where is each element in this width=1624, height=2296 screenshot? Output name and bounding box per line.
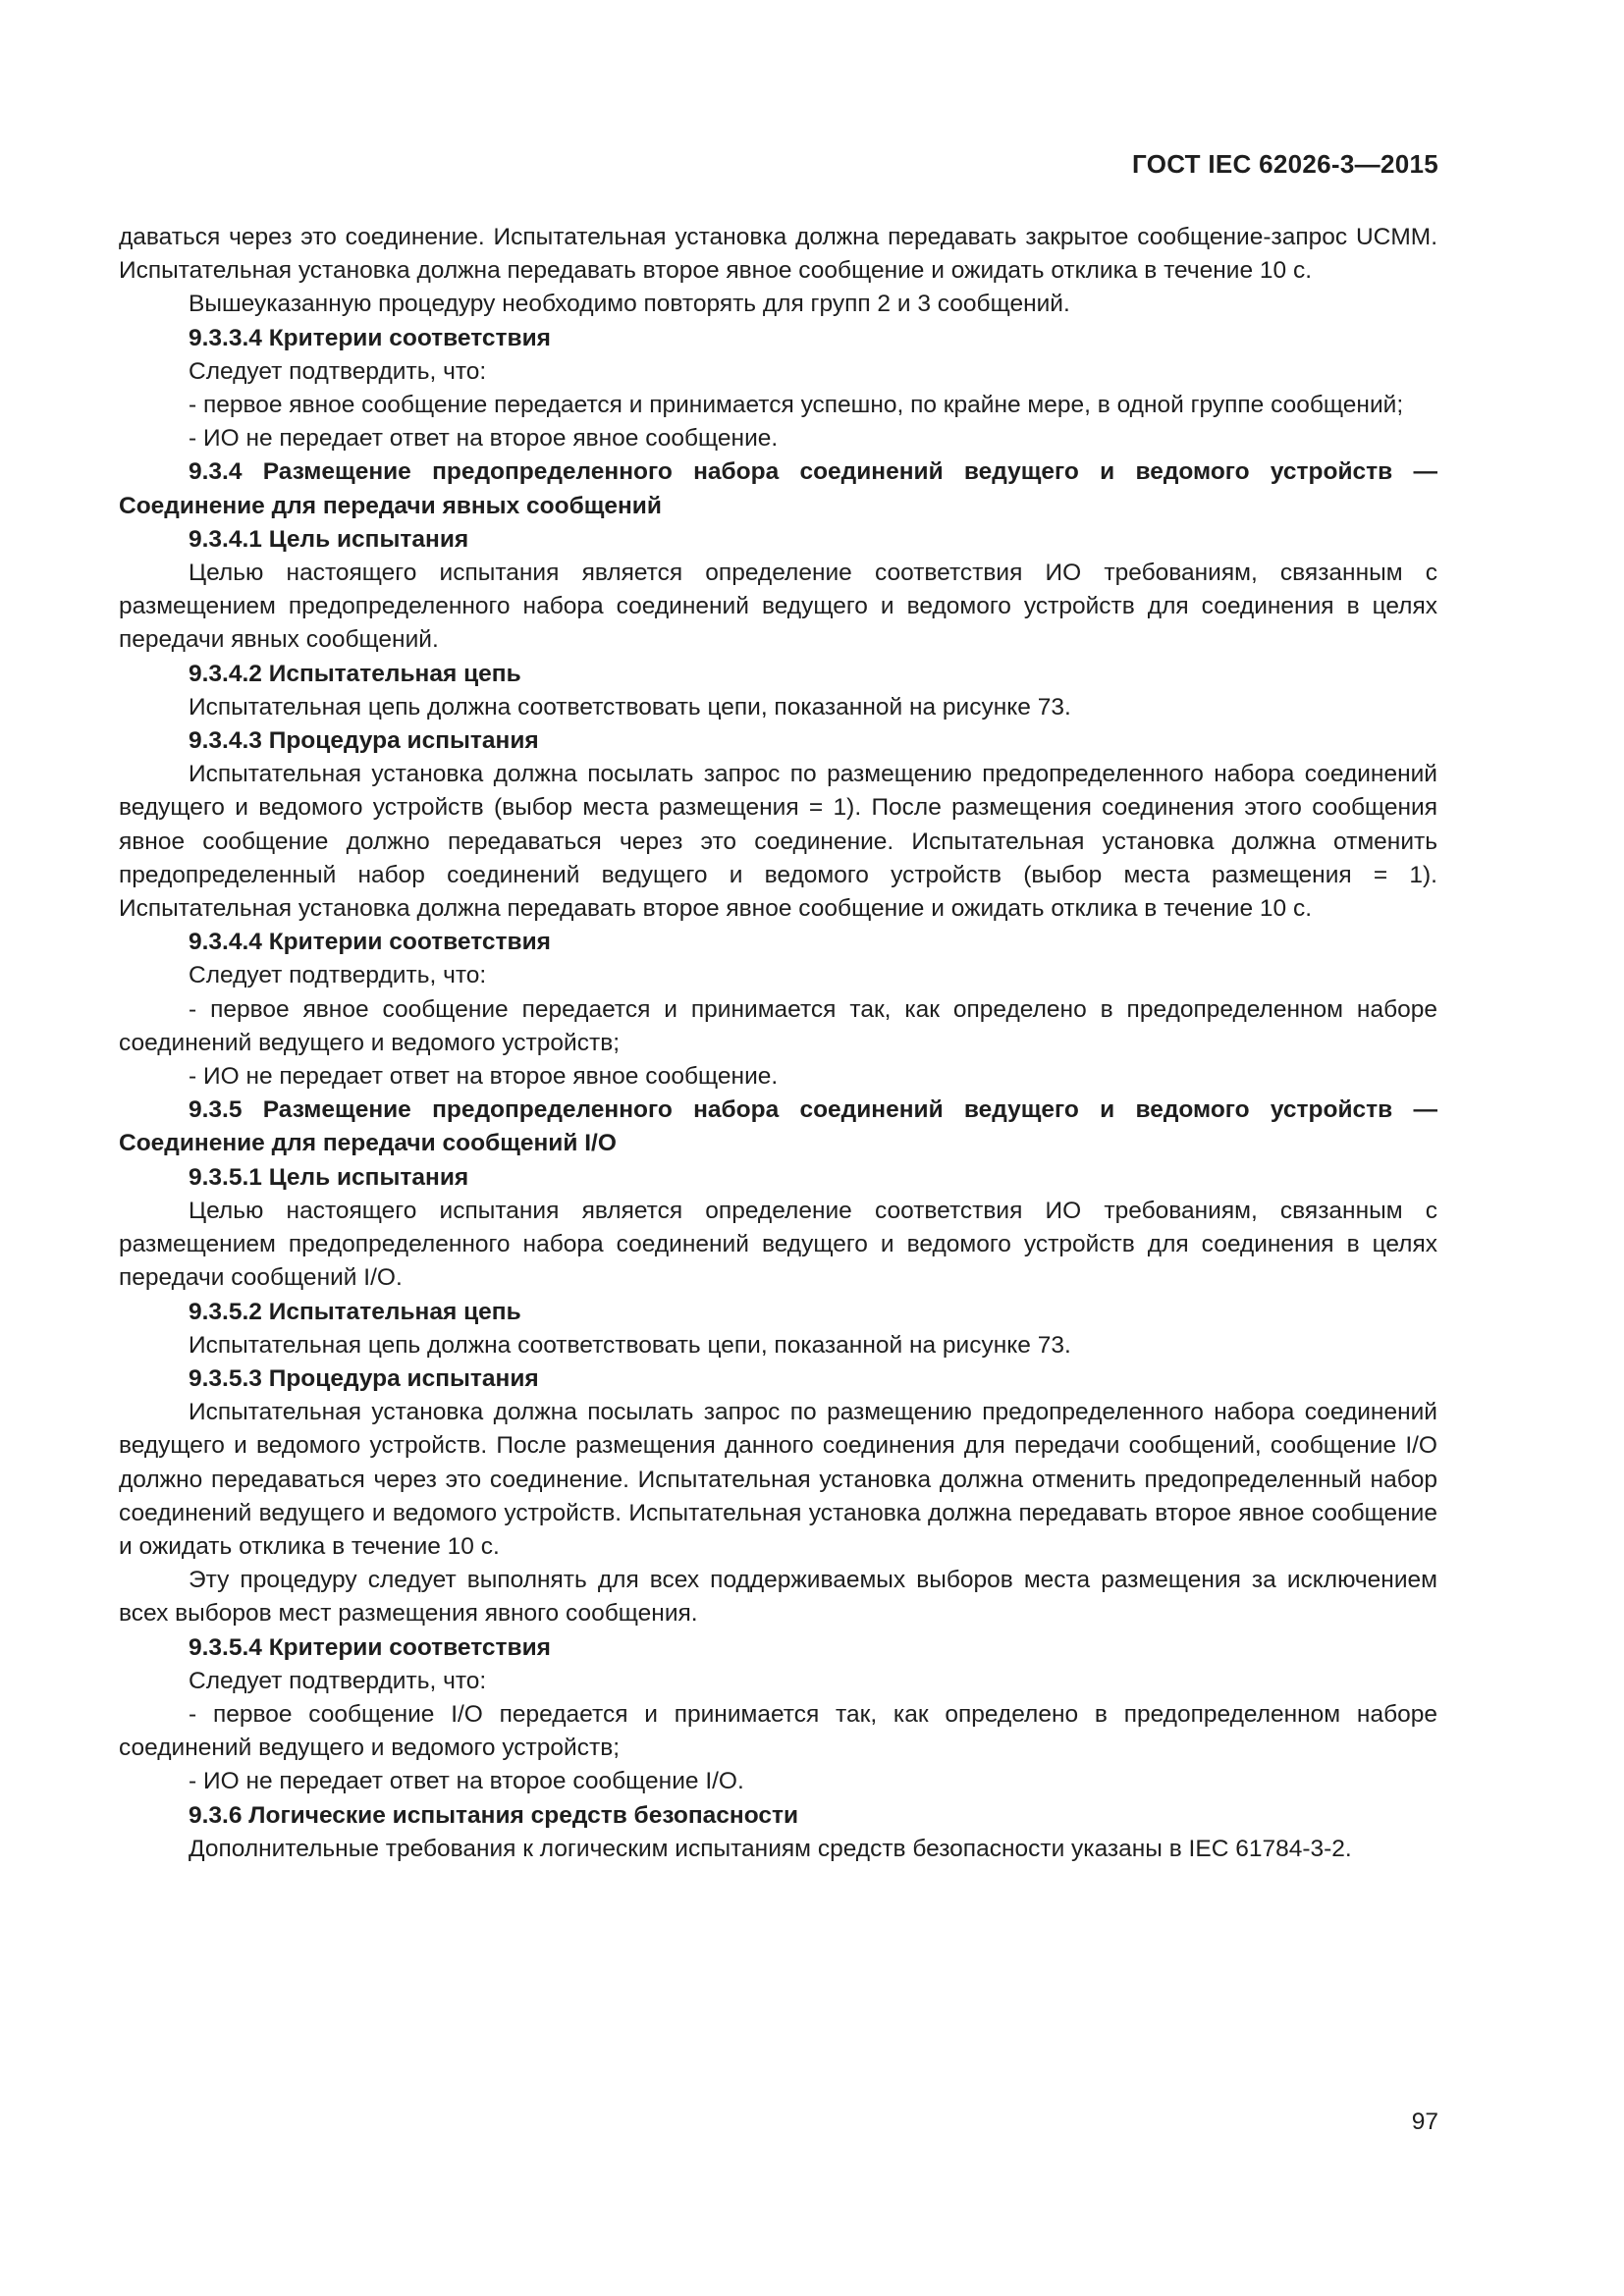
section-heading: 9.3.5 Размещение предопределенного набора соединений ведущего и ведомого устройств — Соединение для передачи сообщений I/O: [119, 1096, 1437, 1157]
paragraph: - первое сообщение I/O передается и принимается так, как определено в предопределенном наборе соединений ведущего и ведомого устройств;: [119, 1700, 1437, 1762]
paragraph: Целью настоящего испытания является определение соответствия ИО требованиям, связанным с размещением предопределенного набора соединений ведущего и ведомого устройств для соединения в целях передачи сообщений I/O.: [119, 1197, 1437, 1292]
section-heading: 9.3.4.4 Критерии соответствия: [189, 929, 551, 956]
section-heading: 9.3.4 Размещение предопределенного набора соединений ведущего и ведомого устройств — Соединение для передачи явных сообщений: [119, 458, 1437, 519]
paragraph: Испытательная цепь должна соответствовать цепи, показанной на рисунке 73.: [189, 693, 1071, 721]
section-heading: 9.3.5.2 Испытательная цепь: [189, 1298, 521, 1325]
paragraph: Дополнительные требования к логическим испытаниям средств безопасности указаны в IEC 61784-3-2.: [189, 1835, 1352, 1862]
paragraph: Вышеуказанную процедуру необходимо повторять для групп 2 и 3 сообщений.: [189, 291, 1070, 318]
section-heading: 9.3.3.4 Критерии соответствия: [189, 324, 551, 351]
paragraph: даваться через это соединение. Испытательная установка должна передавать закрытое сообщение-запрос UCMM. Испытательная установка должна передавать второе явное сообщение и ожидать отклика в течение 10 с.: [119, 224, 1437, 285]
section-heading: 9.3.5.1 Цель испытания: [189, 1163, 469, 1191]
section-heading: 9.3.5.3 Процедура испытания: [189, 1364, 539, 1392]
paragraph: - первое явное сообщение передается и принимается так, как определено в предопределенном наборе соединений ведущего и ведомого устройств;: [119, 995, 1437, 1056]
paragraph: Испытательная установка должна посылать запрос по размещению предопределенного набора соединений ведущего и ведомого устройств. После размещения данного соединения для передачи сообщений, сообщение I/O должно передаваться через это соединение. Испытательная установка должна отменить предопределенный набор соединений ведущего и ведомого устройств. Испытательная установка должна передавать второе явное сообщение и ожидать отклика в течение 10 с.: [119, 1399, 1437, 1560]
section-heading: 9.3.6 Логические испытания средств безопасности: [189, 1801, 799, 1829]
page-body: [119, 221, 1437, 1866]
page-number: 97: [1411, 2109, 1438, 2135]
section-heading: 9.3.4.2 Испытательная цепь: [189, 660, 521, 687]
paragraph: - ИО не передает ответ на второе явное сообщение.: [189, 425, 779, 453]
section-heading: 9.3.5.4 Критерии соответствия: [189, 1633, 551, 1661]
paragraph: Испытательная установка должна посылать запрос по размещению предопределенного набора соединений ведущего и ведомого устройств (выбор места размещения = 1). После размещения соединения этого сообщения явное сообщение должно передаваться через это соединение. Испытательная установка должна отменить предопределенный набор соединений ведущего и ведомого устройств (выбор места размещения = 1). Испытательная установка должна передавать второе явное сообщение и ожидать отклика в течение 10 с.: [119, 761, 1437, 923]
paragraph: - первое явное сообщение передается и принимается успешно, по крайне мере, в одной группе сообщений;: [189, 392, 1404, 419]
paragraph: Следует подтвердить, что:: [189, 962, 487, 989]
paragraph: Следует подтвердить, что:: [189, 1667, 487, 1694]
paragraph: Эту процедуру следует выполнять для всех поддерживаемых выборов места размещения за исключением всех выборов мест размещения явного сообщения.: [119, 1567, 1437, 1628]
paragraph: Следует подтвердить, что:: [189, 357, 487, 385]
section-heading: 9.3.4.3 Процедура испытания: [189, 727, 539, 755]
section-heading: 9.3.4.1 Цель испытания: [189, 525, 469, 553]
paragraph: Испытательная цепь должна соответствовать цепи, показанной на рисунке 73.: [189, 1331, 1071, 1359]
paragraph: Целью настоящего испытания является определение соответствия ИО требованиям, связанным с размещением предопределенного набора соединений ведущего и ведомого устройств для соединения в целях передачи явных сообщений.: [119, 560, 1437, 654]
paragraph: - ИО не передает ответ на второе явное сообщение.: [189, 1063, 779, 1091]
paragraph: - ИО не передает ответ на второе сообщение I/O.: [189, 1768, 744, 1795]
document-header: ГОСТ IEC 62026-3—2015: [1132, 149, 1438, 179]
